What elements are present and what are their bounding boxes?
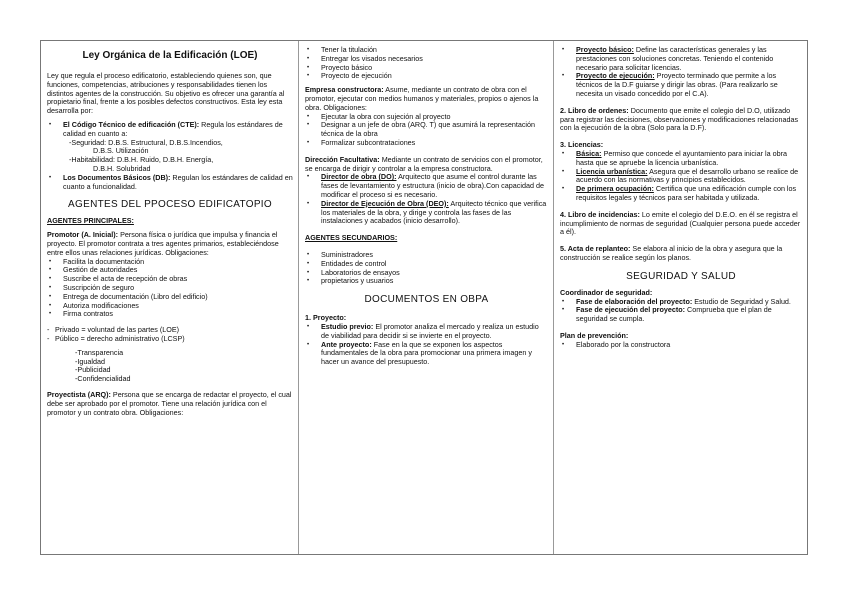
- proyectista-paragraph: Proyectista (ARQ): Persona que se encarga de redactar el proyecto, el cual debe ser aprobado por el promotor. Tiene una relación jurídica con el promotor y un contrato obra. Obligaciones:: [47, 389, 292, 417]
- basica-item: • Básica: Permiso que concede el ayuntamiento para iniciar la obra hasta que se apruebe la licencia urbanística.: [576, 150, 802, 168]
- list-item: • Firma contratos: [63, 310, 293, 319]
- list-item: • Entidades de control: [321, 260, 548, 269]
- fase-ejecucion-item: • Fase de ejecución del proyecto: Comprueba que el plan de seguridad se cumpla.: [576, 306, 802, 324]
- publico-subitems: [47, 349, 293, 384]
- cte-item: • El Código Técnico de edificación (CTE): Regula los estándares de calidad en cuanto a: -Seguridad: D.B.S. Estructural, D.B.S.Incendios, D.B.S. Utilización -Habitabilidad: D.B.H. Ruido, D.B.H. Energía, D.B.H. Solubridad: [63, 121, 293, 174]
- list-item: -Publicidad: [75, 365, 111, 375]
- list-item: • Suscripción de seguro: [63, 284, 293, 293]
- proyecto-list: [305, 323, 548, 367]
- list-item: • Entrega de documentación (Libro del edificio): [63, 293, 293, 302]
- cte-seguridad: -Seguridad: D.B.S. Estructural, D.B.S.Incendios,: [69, 137, 223, 147]
- plan-list: [560, 341, 802, 350]
- cte-seguridad-2: D.B.S. Utilización: [93, 146, 149, 156]
- cte-habitabilidad-2: D.B.H. Solubridad: [93, 163, 151, 173]
- list-item: • Laboratorios de ensayos: [321, 269, 548, 278]
- empresa-paragraph: Empresa constructora: Asume, mediante un contrato de obra con el promotor, ejecutar con medios humanos y materiales, propios o ajenos la obra. Obligaciones:: [305, 85, 539, 112]
- loe-list: [47, 121, 293, 191]
- list-item: • Autoriza modificaciones: [63, 302, 293, 311]
- cte-habitabilidad: -Habitabilidad: D.B.H. Ruido, D.B.H. Energía,: [69, 155, 214, 165]
- promotor-obligaciones: [47, 258, 293, 320]
- list-item: • Gestión de autoridades: [63, 266, 293, 275]
- agentes-secundarios-label: AGENTES SECUNDARIOS:: [305, 233, 398, 243]
- urbanistica-item: • Licencia urbanística: Asegura que el desarrollo urbano se realice de acuerdo con las normativas y principios establecidos.: [576, 168, 802, 186]
- list-item: • Designar a un jefe de obra (ARQ. T) que asumirá la representación técnica de la obra: [321, 121, 548, 139]
- fase-elaboracion-item: • Fase de elaboración del proyecto: Estudio de Seguridad y Salud.: [576, 298, 802, 307]
- basico-item: • Proyecto básico: Define las características generales y las prestaciones con soluciones concretas. Teniendo el contenido necesario para solicitar licencias.: [576, 46, 802, 72]
- promotor-paragraph: Promotor (A. Inicial): Persona física o jurídica que impulsa y financia el proyecto. El promotor contrata a tres agentes primarios, estableciéndose entre ellos unas relaciones jurídicas. Obligaciones:: [47, 230, 279, 257]
- regimen-list: [47, 326, 293, 344]
- db-item: • Los Documentos Básicos (DB): Regulan los estándares de calidad en cuanto a funcionalidad.: [63, 174, 293, 192]
- coordinador-list: [560, 298, 802, 324]
- estudio-item: • Estudio previo: El promotor analiza el mercado y realiza un estudio de viabilidad para decidir si se invierte en el proyecto.: [321, 323, 548, 341]
- privado-item: - Privado = voluntad de las partes (LOE): [47, 326, 293, 335]
- list-item: • Formalizar subcontrataciones: [321, 139, 548, 148]
- list-item: • Ejecutar la obra con sujeción al proyecto: [321, 113, 548, 122]
- intro-paragraph: Ley que regula el proceso edificatorio, estableciendo quienes son, que funciones, competencias, atribuciones y responsabilidades tienen los distintos agentes de la construcción. Su objetivo es ofrecer una garantía al propietario final, frente a los posibles defectos constructivos. Esta ley esta desarrolla por:: [47, 71, 285, 116]
- ante-item: • Ante proyecto: Fase en la que se exponen los aspectos fundamentales de la obra para promocionar una primera imagen y hacer un avance del presupuesto.: [321, 341, 548, 367]
- plan-prevencion-label: Plan de prevención:: [560, 330, 629, 340]
- replanteo-paragraph: 5. Acta de replanteo: Se elabora al inicio de la obra y asegura que la construcción se realice según los planos.: [560, 244, 783, 262]
- coordinador-label: Coordinador de seguridad:: [560, 287, 653, 297]
- column-2: [299, 41, 554, 554]
- df-list: [305, 173, 548, 226]
- list-item: • Proyecto de ejecución: [321, 72, 548, 81]
- column-1: [41, 41, 299, 554]
- df-paragraph: Dirección Facultativa: Mediante un contrato de servicios con el promotor, se encarga de dirigir y controlar a la empresa constructora.: [305, 154, 543, 173]
- list-item: • Tener la titulación: [321, 46, 548, 55]
- document-sheet: [40, 40, 808, 555]
- licencias-label: 3. Licencias:: [560, 140, 604, 150]
- ocupacion-item: • De primera ocupación: Certifica que una edificación cumple con los requisitos legales y técnicos para ser habitada y utilizada.: [576, 185, 802, 203]
- do-item: • Director de obra (DO): Arquitecto que asume el control durante las fases de levantamiento y estructura (inicio de obra).Con capacidad de modificar el proceso si es necesario.: [321, 173, 548, 199]
- list-item: • Facilita la documentación: [63, 258, 293, 267]
- incidencias-paragraph: 4. Libro de incidencias: Lo emite el colegio del D.E.O. en él se registra el incumplimiento de normas de seguridad (Cualquier persona puede acceder a él).: [560, 209, 801, 237]
- heading-documentos: DOCUMENTOS EN OBPA: [364, 294, 489, 306]
- list-item: • Suscribe el acta de recepción de obras: [63, 275, 293, 284]
- agentes-principales-label: AGENTES PRINCIPALES:: [47, 216, 134, 226]
- heading-seguridad: SEGURIDAD Y SALUD: [626, 270, 736, 282]
- empresa-obligaciones: [305, 113, 548, 148]
- proyecto-label: 1. Proyecto:: [305, 313, 347, 323]
- proyecto-fases-list: [560, 46, 802, 99]
- doc-title: Ley Orgánica de la Edificación (LOE): [82, 50, 258, 61]
- deo-item: • Director de Ejecución de Obra (DEO): Arquitecto técnico que verifica los materiales de la obra, y dirige y controla las fases de las instalaciones y acabados (inicio desarrollo).: [321, 200, 548, 226]
- publico-item: - Público = derecho administrativo (LCSP): [47, 335, 293, 344]
- column-3: [554, 41, 807, 554]
- list-item: • Elaborado por la constructora: [576, 341, 802, 350]
- list-item: • Proyecto básico: [321, 64, 548, 73]
- heading-agentes: AGENTES DEL PPOCESO EDIFICATOPIO: [68, 199, 272, 211]
- libro-ordenes-paragraph: 2. Libro de ordenes: Documento que emite el colegio del D.O, utilizado para registrar las decisiones, observaciones y modificaciones relacionadas con la ejecución de la obra (Solo para la D.F).: [560, 105, 799, 133]
- list-item: -Transparencia: [75, 347, 124, 357]
- secundarios-list: [305, 251, 548, 286]
- list-item: • propietarios y usuarios: [321, 277, 548, 286]
- proyectista-obligaciones: [305, 46, 548, 81]
- list-item: • Suministradores: [321, 251, 548, 260]
- list-item: -Confidencialidad: [75, 374, 131, 384]
- list-item: -Igualdad: [75, 356, 105, 366]
- ejecucion-item: • Proyecto de ejecución: Proyecto terminado que permite a los técnicos de la D.F guiarse y dirigir las obras. (Para realizarlo se necesita un visado concedido por el C.A).: [576, 72, 802, 98]
- licencias-list: [560, 150, 802, 203]
- list-item: • Entregar los visados necesarios: [321, 55, 548, 64]
